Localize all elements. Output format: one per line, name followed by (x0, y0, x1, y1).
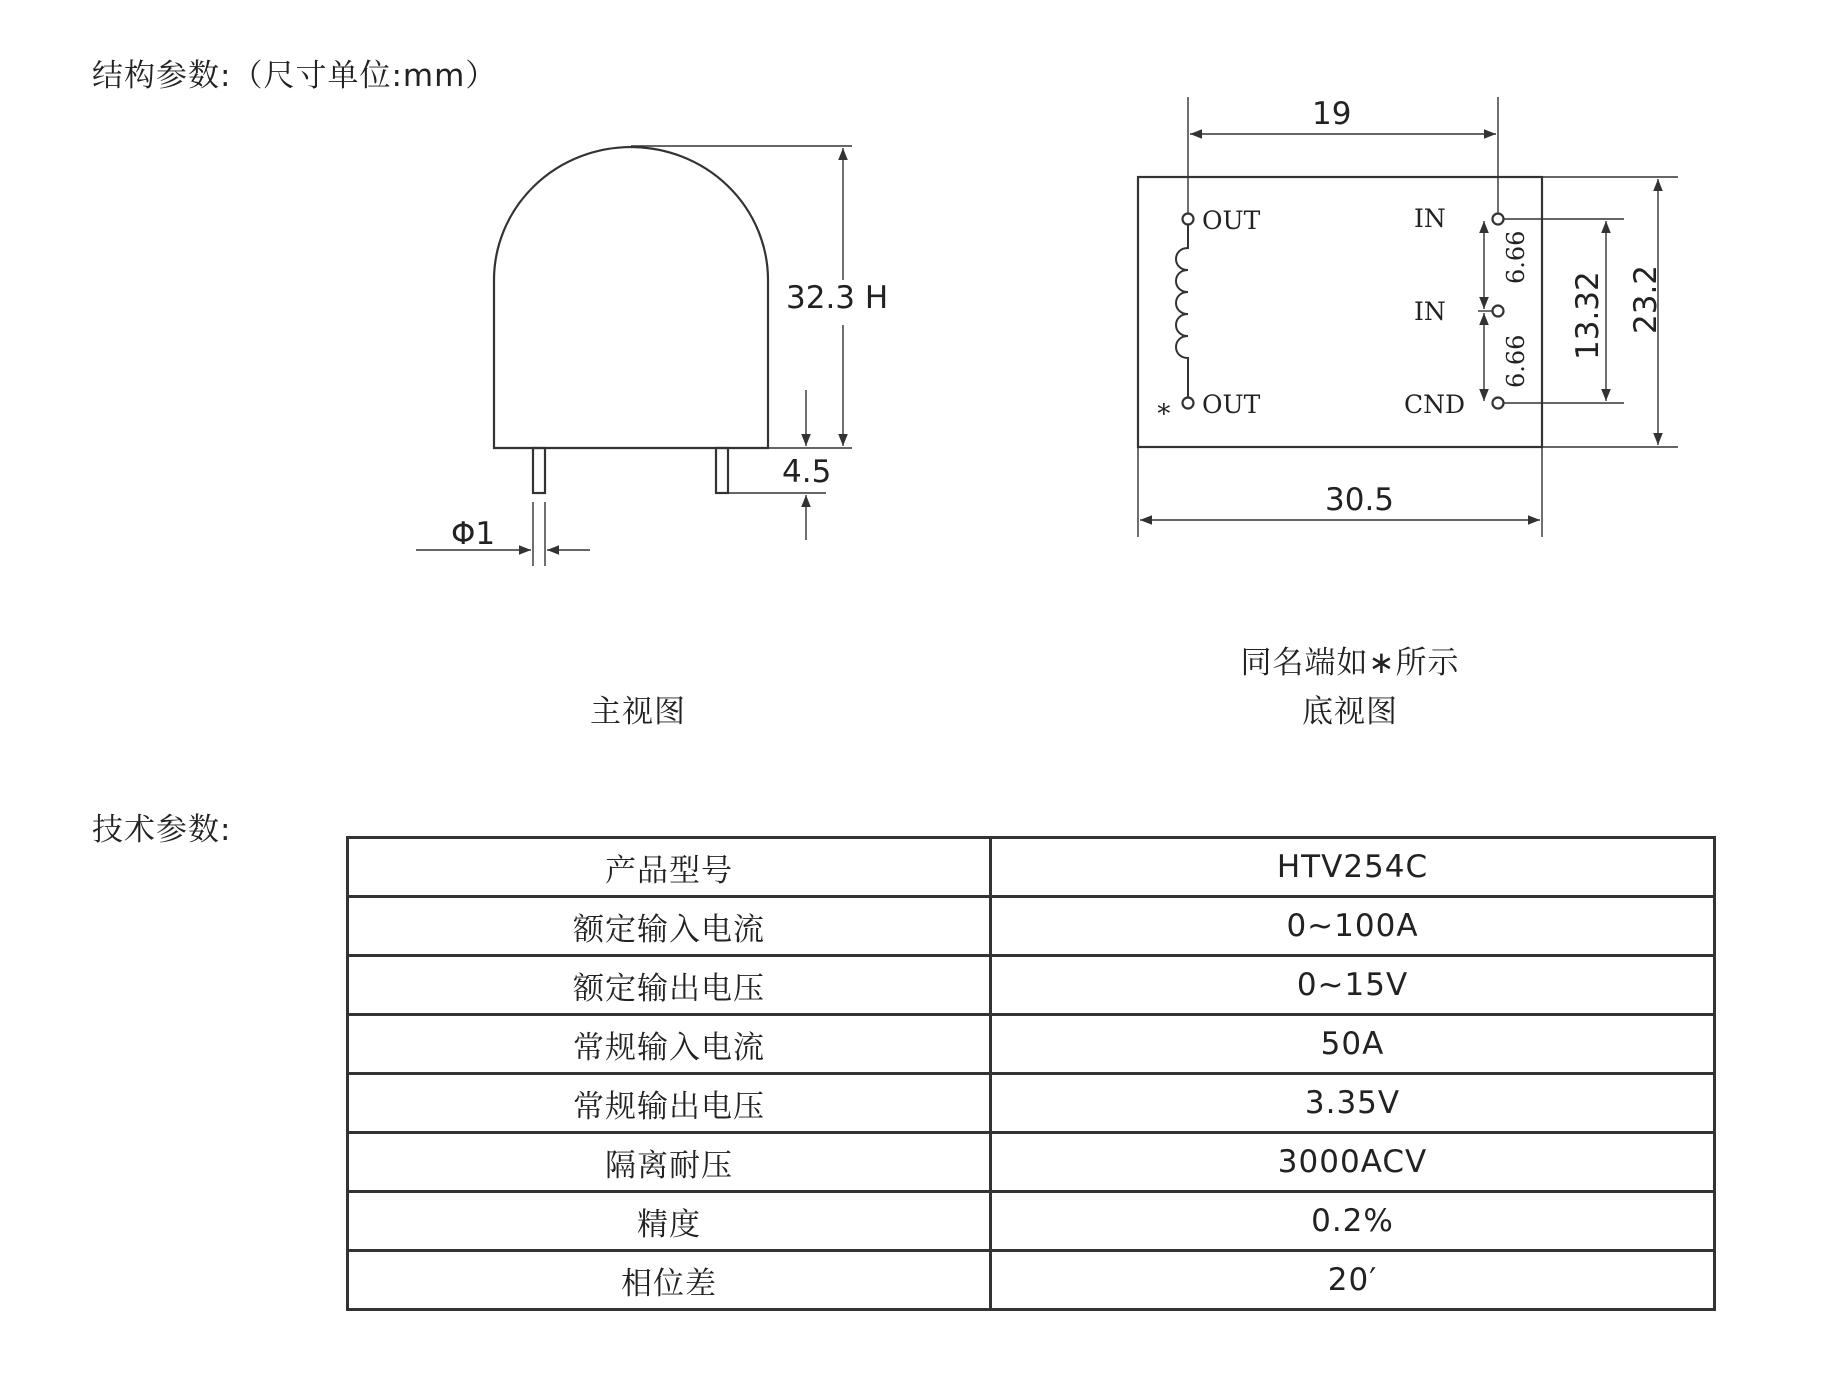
spec-table (346, 836, 1716, 1311)
spec-value: 50A (991, 1015, 1715, 1074)
pin-out-bottom (1183, 398, 1194, 409)
spec-label: 额定输入电流 (348, 897, 991, 956)
spec-label: 产品型号 (348, 838, 991, 897)
front-pin-left (533, 448, 545, 493)
spec-label: 相位差 (348, 1251, 991, 1310)
spec-label: 精度 (348, 1192, 991, 1251)
spec-value: 0~100A (991, 897, 1715, 956)
spec-value: 20′ (991, 1251, 1715, 1310)
pin-out-top (1183, 214, 1194, 225)
pin-length-label: 4.5 (782, 454, 832, 490)
pin-gnd (1493, 398, 1504, 409)
spec-value: HTV254C (991, 838, 1715, 897)
height-label: 32.3 H (786, 280, 889, 316)
spec-label: 额定输出电压 (348, 956, 991, 1015)
spec-value: 3.35V (991, 1074, 1715, 1133)
bottom-view-caption: 底视图 (1302, 694, 1398, 730)
spec-value: 0~15V (991, 956, 1715, 1015)
bottom-body-outline (1138, 177, 1542, 447)
pin-in-mid (1493, 306, 1504, 317)
table-row (348, 1133, 1715, 1192)
pin-in-top (1493, 214, 1504, 225)
spec-value: 3000ACV (991, 1133, 1715, 1192)
coil-symbol (1176, 225, 1188, 397)
table-row (348, 956, 1715, 1015)
table-row (348, 1251, 1715, 1310)
structure-heading: 结构参数:（尺寸单位:mm） (92, 58, 498, 94)
spec-label: 常规输入电流 (348, 1015, 991, 1074)
spec-value: 0.2% (991, 1192, 1715, 1251)
pitch-upper-label: 6.66 (1502, 230, 1530, 284)
table-row (348, 1074, 1715, 1133)
depth-label: 23.2 (1628, 264, 1664, 334)
pin-diameter-label: Φ1 (451, 516, 496, 552)
pitch-total-label: 13.32 (1570, 271, 1606, 360)
spec-label: 隔离耐压 (348, 1133, 991, 1192)
tech-heading: 技术参数: (92, 812, 232, 848)
pin-label-gnd: CND (1404, 390, 1466, 419)
spec-label: 常规输出电压 (348, 1074, 991, 1133)
pitch-lower-label: 6.66 (1502, 334, 1530, 388)
table-row (348, 838, 1715, 897)
width-label: 30.5 (1325, 482, 1395, 518)
table-row (348, 897, 1715, 956)
front-view (416, 146, 852, 566)
front-view-caption: 主视图 (590, 694, 686, 730)
pin-label-in-mid: IN (1414, 297, 1446, 326)
table-row (348, 1192, 1715, 1251)
pin-span-label: 19 (1312, 96, 1352, 132)
pin-label-in-top: IN (1414, 204, 1446, 233)
front-pin-right (716, 448, 728, 493)
pin-label-out-bottom: OUT (1202, 390, 1261, 419)
dot-marker: ∗ (1155, 394, 1173, 424)
pin-label-out-top: OUT (1202, 206, 1261, 235)
table-row (348, 1015, 1715, 1074)
sensor-body-outline (494, 147, 768, 448)
polarity-note: 同名端如∗所示 (1240, 645, 1460, 681)
